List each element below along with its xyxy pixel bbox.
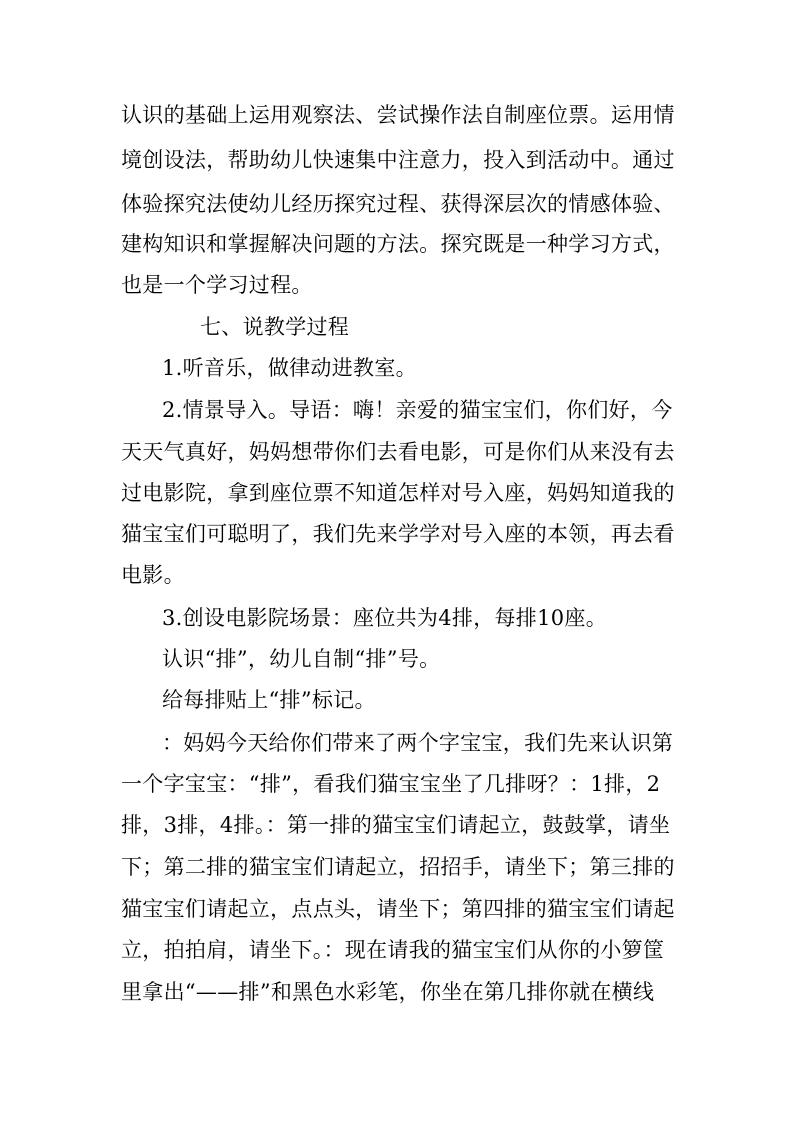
section-heading: 七、说教学过程: [200, 315, 350, 339]
text-line: 境创设法，帮助幼儿快速集中注意力，投入到活动中。通过: [121, 148, 675, 172]
text-line: 天天气真好，妈妈想带你们去看电影，可是你们从来没有去: [121, 440, 675, 464]
text-line: 排，3排，4排。：第一排的猫宝宝们请起立，鼓鼓掌，请坐: [121, 813, 671, 837]
text-line: 也是一个学习过程。: [121, 273, 313, 297]
text-line: 猫宝宝们可聪明了，我们先来学学对号入座的本领，再去看: [121, 522, 675, 546]
text-line: 给每排贴上“排”标记。: [162, 688, 376, 712]
text-line: 2.情景导入。导语：嗨！亲爱的猫宝宝们，你们好，今: [162, 398, 673, 422]
text-line: 3.创设电影院场景：座位共为4排，每排10座。: [162, 606, 608, 630]
text-line: 建构知识和掌握解决问题的方法。探究既是一种学习方式，: [121, 232, 675, 256]
text-line: 电影。: [121, 563, 185, 587]
text-line: 体验探究法使幼儿经历探究过程、获得深层次的情感体验、: [121, 192, 675, 216]
text-line: ：妈妈今天给你们带来了两个字宝宝，我们先来认识第: [162, 731, 674, 755]
text-line: 认识的基础上运用观察法、尝试操作法自制座位票。运用情: [121, 103, 675, 127]
text-line: 1.听音乐，做律动进教室。: [162, 356, 417, 380]
text-line: 猫宝宝们请起立，点点头，请坐下；第四排的猫宝宝们请起: [121, 897, 675, 921]
text-line: 立，拍拍肩，请坐下。：现在请我的猫宝宝们从你的小箩筐: [121, 938, 665, 962]
text-line: 一个字宝宝：“排”，看我们猫宝宝坐了几排呀？：1排，2: [121, 772, 661, 796]
text-line: 认识“排”，幼儿自制“排”号。: [162, 647, 441, 671]
text-line: 里拿出“——排”和黑色水彩笔，你坐在第几排你就在横线: [121, 980, 655, 1004]
text-line: 过电影院，拿到座位票不知道怎样对号入座，妈妈知道我的: [121, 481, 675, 505]
text-line: 下；第二排的猫宝宝们请起立，招招手，请坐下；第三排的: [121, 855, 675, 879]
